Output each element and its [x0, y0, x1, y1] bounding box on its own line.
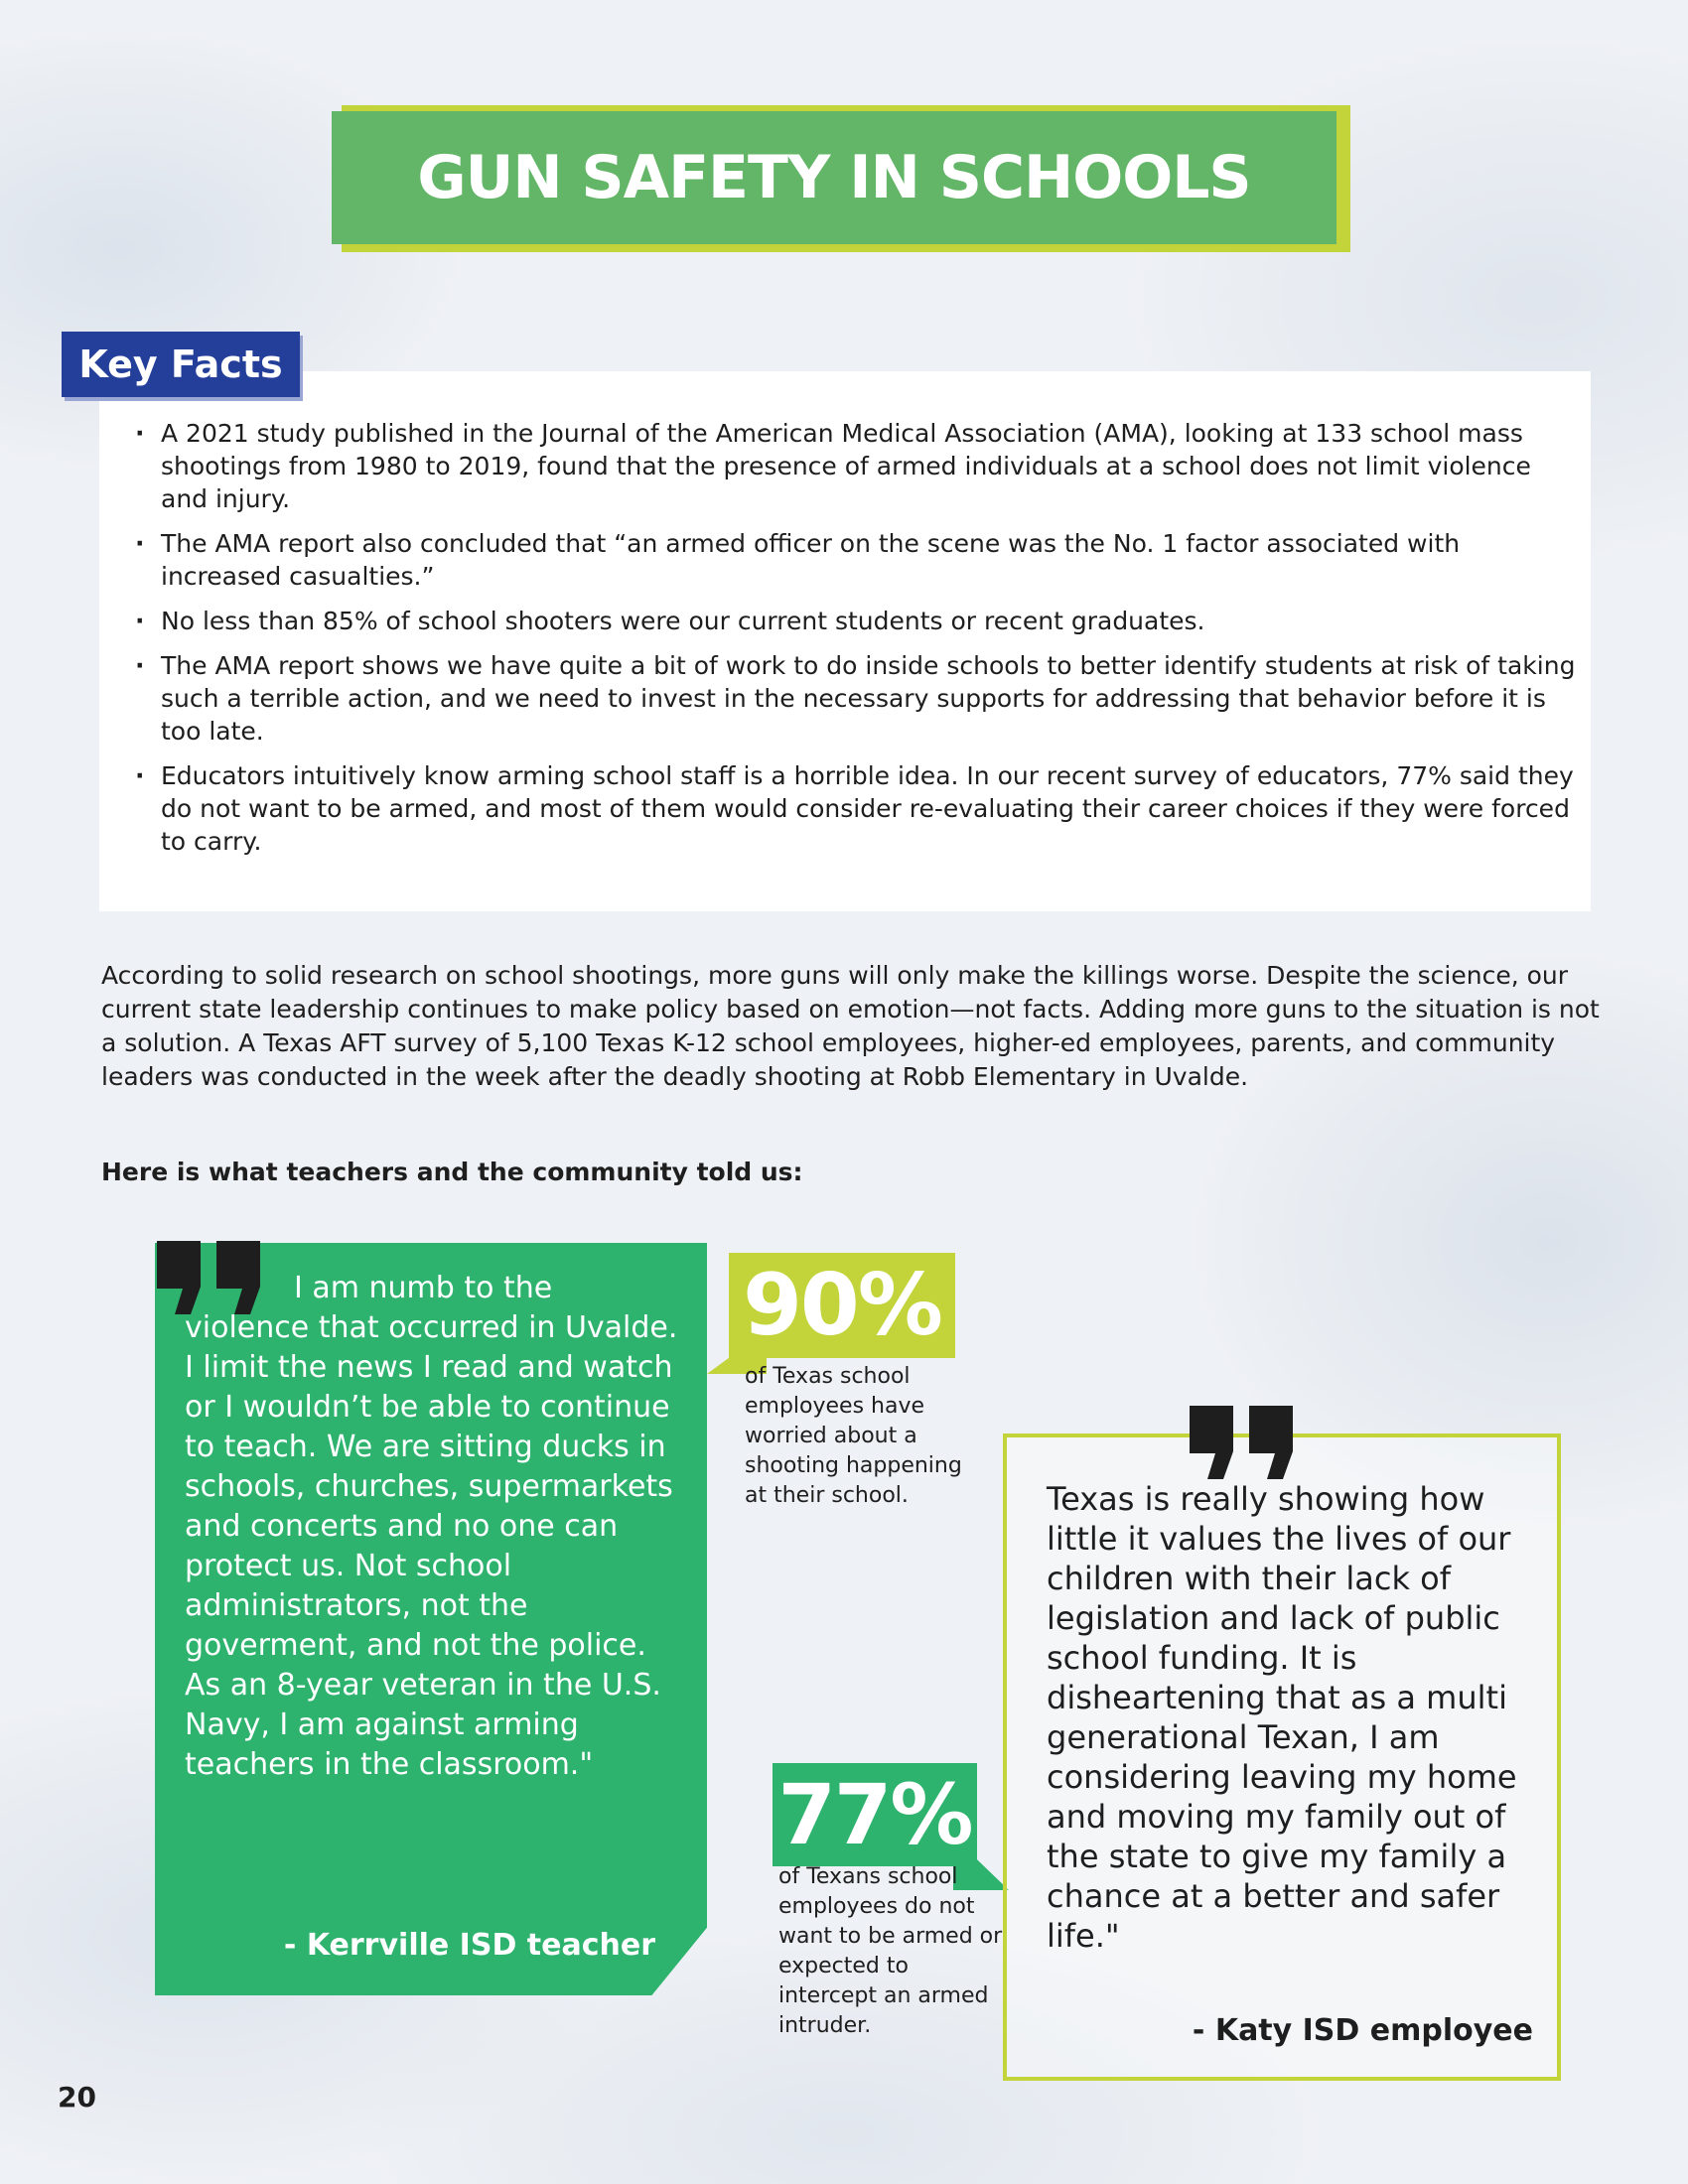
- quote-1-text: I am numb to the violence that occurred in Uvalde. I limit the news I read and watch or I wouldn’t be able to continue to teach. We are sitting ducks in schools, churches, supermarkets and concerts and no one can protect us. Not school administrators, not the goverment, and not the police. As an 8-year veteran in the U.S. Navy, I am against arming teachers in the classroom.": [185, 1271, 678, 1782]
- page-number: 20: [58, 2081, 96, 2114]
- stat-77-caption: of Texans school employees do not want to be armed or expected to intercept an armed intruder.: [778, 1864, 1003, 2038]
- stat-90-badge: [729, 1253, 955, 1358]
- quote-2-attribution: - Katy ISD employee: [1192, 2013, 1533, 2048]
- key-fact-item: · Educators intuitively know arming school staff is a horrible idea. In our recent survey of educators, 77% said they do not want to be armed, and most of them would consider re-evaluating their career choices if they were forced to carry.: [135, 759, 1585, 858]
- key-facts-list: [135, 417, 1585, 870]
- quote-2-text: Texas is really showing how little it values the lives of our children with their lack of legislation and lack of public school funding. It is disheartening that as a multi generational Texan, I am considering leaving my home and moving my family out of the state to give my family a chance at a better and safer life.": [1047, 1480, 1517, 1955]
- stat-90-value: 90%: [743, 1256, 941, 1355]
- key-fact-item: · A 2021 study published in the Journal of the American Medical Association (AMA), looking at 133 school mass shootings from 1980 to 2019, found that the presence of armed individuals at a school does not limit violence and injury.: [135, 417, 1585, 515]
- stat-90-caption: of Texas school employees have worried about a shooting happening at their school.: [745, 1364, 962, 1508]
- key-fact-item: · The AMA report also concluded that “an armed officer on the scene was the No. 1 factor associated with increased casualties.”: [135, 527, 1585, 593]
- page-title: GUN SAFETY IN SCHOOLS: [417, 143, 1251, 212]
- key-facts-heading: Key Facts: [78, 342, 283, 386]
- key-fact-item: · The AMA report shows we have quite a bit of work to do inside schools to better identify students at risk of taking such a terrible action, and we need to invest in the necessary supports for addressing that behavior before it is too late.: [135, 649, 1585, 748]
- key-facts-tab: [62, 332, 300, 397]
- title-banner: [332, 111, 1336, 244]
- quote-marks-icon: [1188, 1402, 1301, 1481]
- stat-77-badge: [773, 1763, 977, 1866]
- key-fact-item: · No less than 85% of school shooters were our current students or recent graduates.: [135, 605, 1585, 637]
- intro-paragraph: According to solid research on school shootings, more guns will only make the killings worse. Despite the science, our current state leadership continues to make policy based on emotion—not facts. Adding more guns to the situation is not a solution. A Texas AFT survey of 5,100 Texas K-12 school employees, higher-ed employees, parents, and community leaders was conducted in the week after the deadly shooting at Robb Elementary in Uvalde.: [101, 961, 1600, 1091]
- quote-1-attribution: - Kerrville ISD teacher: [283, 1928, 655, 1963]
- stat-77-value: 77%: [777, 1766, 972, 1863]
- intro-lead-in: Here is what teachers and the community told us:: [101, 1158, 803, 1186]
